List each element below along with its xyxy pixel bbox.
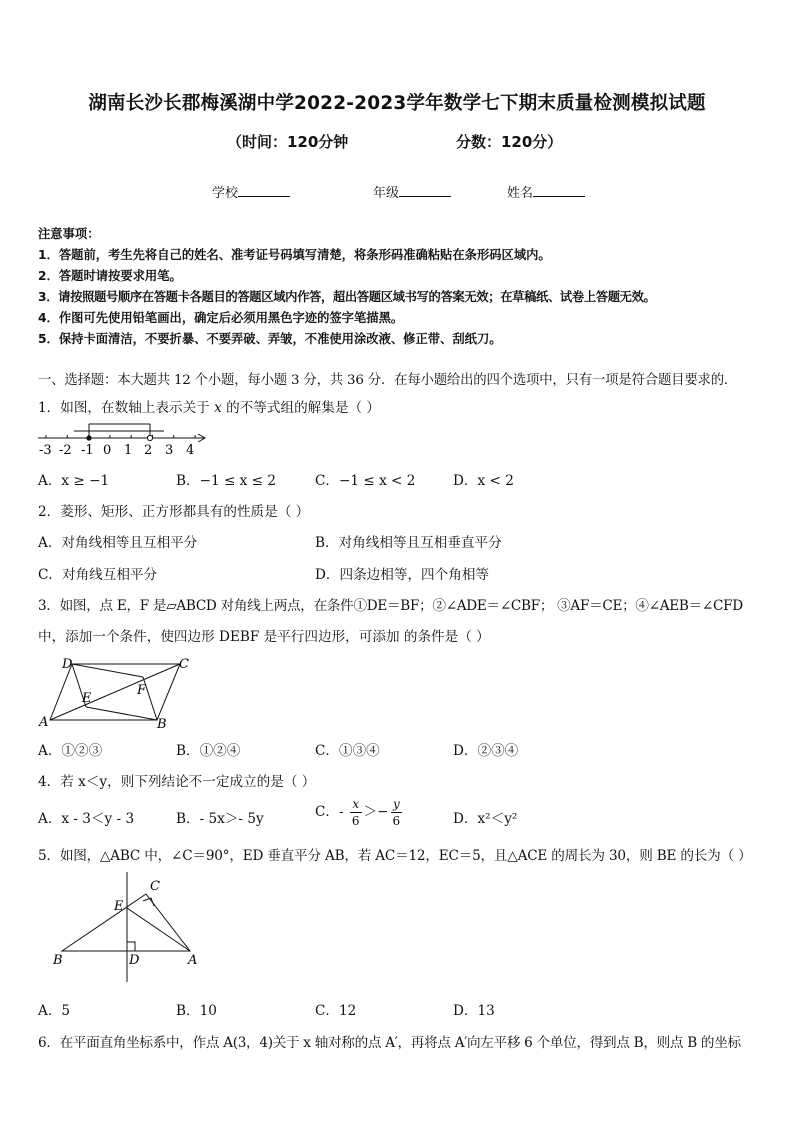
option-a[interactable]: A．5 xyxy=(38,1003,71,1019)
option-b[interactable]: B．对角线相等且互相垂直平分 xyxy=(315,535,502,551)
question-1-stem: 1．如图，在数轴上表示关于 x 的不等式组的解集是（ ） xyxy=(38,400,380,416)
name-blank xyxy=(533,184,585,197)
tick-label: 4 xyxy=(186,443,195,458)
tick-label: -2 xyxy=(59,443,72,458)
label-b: B xyxy=(157,717,167,732)
label-f: F xyxy=(137,683,147,698)
name-label: 姓名 xyxy=(507,186,534,201)
label-e: E xyxy=(82,691,92,706)
grade-field xyxy=(373,182,451,201)
section-heading: 一、选择题：本大题共 12 个小题，每小题 3 分，共 36 分．在每小题给出的四个选项中，只有一项是符合题目要求的． xyxy=(38,373,738,388)
question-2-stem: 2．菱形、矩形、正方形都具有的性质是（ ） xyxy=(38,504,310,520)
right-angle-d-icon xyxy=(127,942,135,951)
option-c[interactable]: C．12 xyxy=(315,1003,357,1019)
label-d: D xyxy=(62,657,73,672)
label-d: D xyxy=(129,953,140,968)
option-c[interactable]: C．①③④ xyxy=(315,743,380,759)
option-d[interactable]: D．x < 2 xyxy=(453,473,514,489)
variable-x: x xyxy=(214,400,222,416)
question-6-stem: 6．在平面直角坐标系中，作点 A(3，4)关于 x 轴对称的点 A′，再将点 A′向左平移 6 个单位，得到点 B，则点 B 的坐标 xyxy=(38,1035,741,1051)
option-b[interactable]: B．①②④ xyxy=(176,743,241,759)
label-c: C xyxy=(150,879,160,894)
tick-label: 0 xyxy=(103,443,112,458)
triangle-abc xyxy=(62,894,190,951)
label-a: A xyxy=(39,715,49,730)
question-3-stem-line1: 3．如图，点 E，F 是▱ABCD 对角线上两点，在条件①DE＝BF；②∠ADE＝∠CBF； ③AF＝CE；④∠AEB＝∠CFD xyxy=(38,598,743,614)
page-title: 湖南长沙长郡梅溪湖中学2022-2023学年数学七下期末质量检测模拟试题 xyxy=(88,93,706,114)
option-a[interactable]: A．①②③ xyxy=(38,743,103,759)
option-c[interactable]: C．−1 ≤ x < 2 xyxy=(315,473,416,489)
tick-label: -1 xyxy=(81,443,94,458)
option-d[interactable]: D．x²＜y² xyxy=(453,811,518,827)
tick-label: -3 xyxy=(39,443,52,458)
note-item: 1．答题前，考生先将自己的姓名、准考证号码填写清楚，将条形码准确粘贴在条形码区域内。 xyxy=(38,248,551,262)
option-b[interactable]: B．10 xyxy=(176,1003,217,1019)
option-c[interactable]: C．- $\frac{x}{6}$ ＞− $\frac{y}{6}$ xyxy=(315,797,401,828)
option-a[interactable]: A．对角线相等且互相平分 xyxy=(38,535,198,551)
name-field xyxy=(507,182,585,201)
note-item: 5．保持卡面清洁，不要折暴、不要弄破、弄皱，不准使用涂改液、修正带、刮纸刀。 xyxy=(38,332,502,346)
option-b[interactable]: B．- 5x＞- 5y xyxy=(176,811,264,827)
school-field xyxy=(212,182,290,201)
right-triangle-figure xyxy=(50,872,210,992)
question-5-stem: 5．如图，△ABC 中，∠C＝90°，ED 垂直平分 AB，若 AC＝12，EC＝5，且△ACE 的周长为 30，则 BE 的长为（ ） xyxy=(38,848,752,864)
notes-heading: 注意事项： xyxy=(38,227,100,241)
note-item: 3．请按照题号顺序在答题卡各题目的答题区域内作答，超出答题区域书写的答案无效；在草稿纸、试卷上答题无效。 xyxy=(38,290,656,304)
question-3-stem-line2: 中，添加一个条件，使四边形 DEBF 是平行四边形，可添加 的条件是（ ） xyxy=(38,629,490,645)
label-c: C xyxy=(179,657,189,672)
score-info: 分数：120分） xyxy=(456,133,563,151)
question-4-stem: 4．若 x＜y，则下列结论不一定成立的是（ ） xyxy=(38,774,316,790)
label-a: A xyxy=(188,953,198,968)
tick-label: 3 xyxy=(165,443,174,458)
closed-point-icon xyxy=(86,435,91,440)
option-b[interactable]: B．−1 ≤ x ≤ 2 xyxy=(176,473,277,489)
label-b: B xyxy=(53,953,63,968)
tick-label: 1 xyxy=(124,443,133,458)
open-point-icon xyxy=(147,435,152,440)
option-c[interactable]: C．对角线互相平分 xyxy=(38,567,158,583)
note-item: 4．作图可先使用铅笔画出，确定后必须用黑色字迹的签字笔描黑。 xyxy=(38,311,404,325)
fraction-x-over-6: $\frac{x}{6}$ xyxy=(351,797,360,828)
time-info: （时间：120分钟 xyxy=(227,133,349,151)
label-e: E xyxy=(114,899,124,914)
option-d[interactable]: D．四条边相等，四个角相等 xyxy=(315,567,490,583)
tick-label: 2 xyxy=(144,443,153,458)
option-d[interactable]: D．13 xyxy=(453,1003,495,1019)
grade-label: 年级 xyxy=(373,186,400,201)
parallelogram-figure xyxy=(36,654,196,732)
school-label: 学校 xyxy=(212,186,239,201)
grade-blank xyxy=(399,184,451,197)
segment-ea xyxy=(127,908,190,951)
note-item: 2．答题时请按要求用笔。 xyxy=(38,269,182,283)
number-line-figure xyxy=(34,420,214,460)
right-angle-c-icon xyxy=(143,898,154,906)
segment-df xyxy=(72,664,143,677)
segment-eb xyxy=(86,707,157,720)
option-d[interactable]: D．②③④ xyxy=(453,743,519,759)
fraction-y-over-6: $\frac{y}{6}$ xyxy=(392,797,401,828)
option-a[interactable]: A．x - 3＜y - 3 xyxy=(38,811,135,827)
school-blank xyxy=(238,184,290,197)
option-a[interactable]: A．x ≥ −1 xyxy=(38,473,110,489)
